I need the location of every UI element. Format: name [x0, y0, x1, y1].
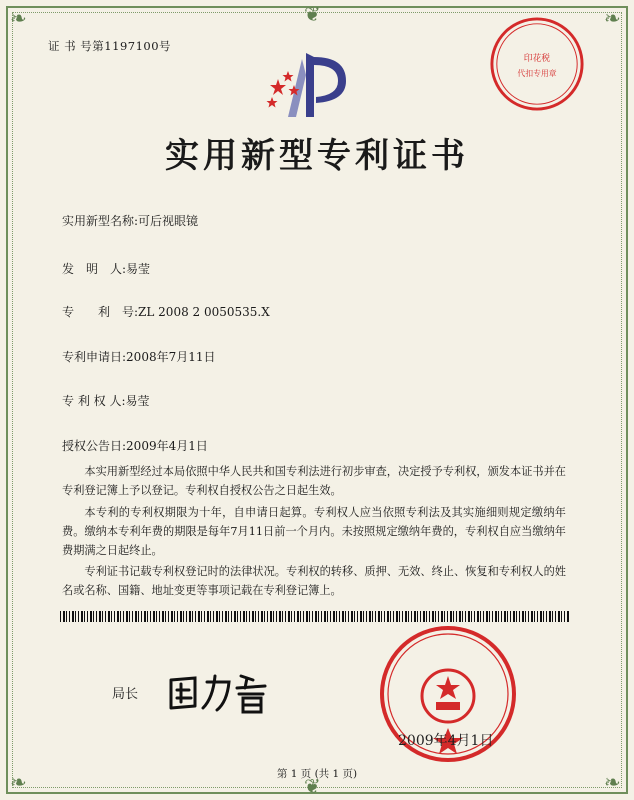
- patent-number-field: [62, 303, 270, 320]
- corner-ornament-icon: ❧: [604, 6, 621, 30]
- certificate-number: 证 书 号第1197100号: [48, 39, 172, 53]
- page-number: 第 1 页 (共 1 页): [276, 768, 358, 780]
- inventor-field: [62, 260, 150, 277]
- body-paragraph: 专利证书记载专利权登记时的法律状况。专利权的转移、质押、无效、终止、恢复和专利权人的姓名或名称、国籍、地址变更等事项记载在专利登记簿上。: [62, 565, 566, 597]
- body-paragraph: 本专利的专利权期限为十年，自申请日起算。专利权人应当依照专利法及其实施细则规定缴纳年费。缴纳本专利年费的期限是每年7月11日前一个月内。未按照规定缴纳年费的，专利权自应当缴纳年费期满之日起终止。: [62, 506, 566, 557]
- field-value: 易莹: [125, 394, 150, 408]
- document-title: 实用新型专利证书: [165, 136, 469, 176]
- field-label: 专 利 权 人:: [62, 394, 126, 408]
- field-value: 2009年4月1日: [126, 439, 208, 453]
- field-value: 可后视眼镜: [138, 214, 199, 228]
- field-label: 授权公告日:: [62, 439, 127, 453]
- field-label: 实用新型名称:: [62, 214, 139, 228]
- body-paragraph: 本实用新型经过本局依照中华人民共和国专利法进行初步审查，决定授予专利权，颁发本证书并在专利登记簿上予以登记。专利权自授权公告之日起生效。: [62, 465, 566, 497]
- corner-ornament-icon: ❧: [10, 6, 27, 30]
- patentee-field: [62, 392, 150, 409]
- director-label: 局长: [112, 687, 139, 702]
- field-value: 2008年7月11日: [126, 350, 216, 364]
- field-label: 专利申请日:: [62, 350, 127, 364]
- barcode: [60, 611, 570, 622]
- bottom-ornament-icon: ❦: [304, 774, 321, 798]
- filing-date-field: [62, 348, 216, 365]
- svg-text:代扣专用章: 代扣专用章: [517, 68, 557, 78]
- patent-office-logo-icon: [258, 45, 358, 120]
- field-label: 专 利 号:: [62, 305, 139, 319]
- tax-stamp-seal: [488, 15, 586, 113]
- field-value: 易莹: [126, 262, 151, 276]
- field-value: ZL 2008 2 0050535.X: [138, 305, 270, 319]
- field-label: 发 明 人:: [62, 262, 127, 276]
- director-signature: [165, 668, 275, 716]
- top-ornament-icon: ❦: [304, 2, 321, 26]
- svg-text:印花税: 印花税: [523, 54, 551, 65]
- corner-ornament-icon: ❧: [10, 770, 27, 794]
- utility-model-name-field: [62, 212, 198, 229]
- issue-date: 2009年4月1日: [398, 733, 494, 749]
- corner-ornament-icon: ❧: [604, 770, 621, 794]
- announcement-date-field: [62, 437, 208, 454]
